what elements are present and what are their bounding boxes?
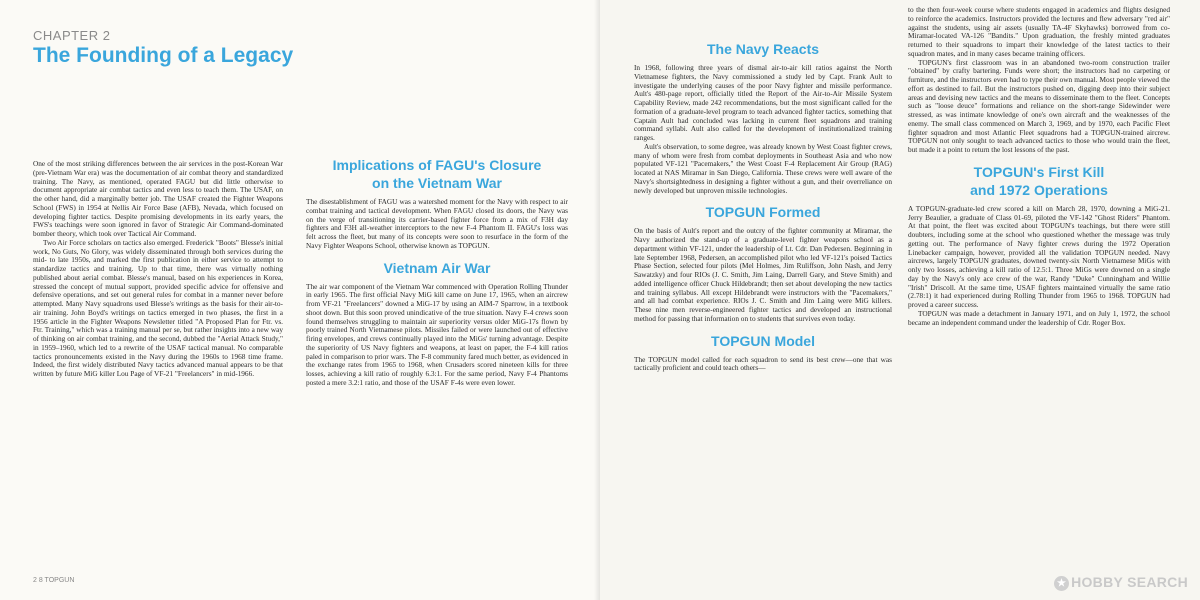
col3-paragraph-1: In 1968, following three years of dismal air-to-air kill ratios against the North Vietnamese fighters, the Navy commissioned a study led by Capt. Frank Ault to investigate the underlying causes of the poor Navy fighter and missile performance. Ault's 480-page report, officially titled the Report of the Air-to-Air Missile System Capability Review, made 242 recommendations, but the most significant called for the formation of a graduate-level program to teach advanced fighter tactics, something that Captain Ault had concluded was lacking in current fleet squadrons and training command syllabi. Ault also called for the development of institutionalized training ranges. — [634, 63, 892, 142]
section-heading-vietnam-air-war: Vietnam Air War — [383, 259, 491, 276]
col3-paragraph-3: On the basis of Ault's report and the outcry of the fighter community at Miramar, the Navy authorized the stand-up of a graduate-level fighter weapons school as a department within VF-121, under the leadership of Lt. Cdr. Dan Pedersen. Beginning in late September 1968, Pedersen, an accomplished pilot who led VF-121's poised Tactics Phase Section, selected four pilots (Mel Holmes, Jim Ruliffson, John Nash, and Jerry Sawatzky) and four RIOs (J. C. Smith, Jim Laing, Darrell Gary, and Steve Smith) and added intelligence officer Chuck Hildebrandt; then set about developing the new tactics and training syllabus. All except Hildebrandt were instructors with the "Pacemakers," and all had combat experience. RIOs J. C. Smith and Jim Laing were MiG killers. These nine men reverse-engineered fighter tactics and developed an instructional method for passing that information on to students that survives even today. — [634, 226, 892, 323]
section-heading-topgun-model: TOPGUN Model — [711, 332, 815, 349]
column-1 — [33, 160, 283, 379]
col1-paragraph-1: One of the most striking differences between the air services in the post-Korean War (pre-Vietnam War era) was the documentation of air combat theory and standardized training. The Navy, as mentioned, operated FAGU but did little otherwise to document appropriate air combat tactics and even less to teach them. The USAF, on the other hand, did a marginally better job. The USAF created the Fighter Weapons School (FWS) in 1954 at Nellis Air Force Base (AFB), Nevada, which focused on developing fighter tactics. Despite promising developments in its early years, the FWS's teachings were soon ignored in favor of Strategic Air Command-dominated bomber theory, which took over Tactical Air Command. — [33, 159, 283, 238]
section-heading-first-kill-line1: TOPGUN's First Kill — [973, 163, 1105, 180]
section-heading-fagu-closure-line1: Implications of FAGU's Closure — [332, 157, 542, 173]
col4-paragraph-4: TOPGUN was made a detachment in January 1971, and on July 1, 1972, the school became an independent command under the leadership of Cdr. Roger Box. — [908, 308, 1170, 327]
col4-paragraph-3: A TOPGUN-graduate-led crew scored a kill on March 28, 1970, downing a MiG-21. Jerry Beaulier, a graduate of Class 01-69, piloted the VF-142 "Ghost Riders" Phantom. At that point, the fleet was excited about TOPGUN's teachings, but there were still doubters, including some at the school who questioned whether the message was truly getting out. The performance of Navy fighter crews during the 1972 Operation Linebacker campaign, however, provided all the validation TOPGUN needed. Navy aircrews, largely TOPGUN graduates, downed twenty-six North Vietnamese MiGs with only two losses, achieving a kill ratio of 12.5:1. Three MiGs were downed on a single day by the Navy's only ace crew of the war, Randy "Duke" Cunningham and Willie "Irish" Driscoll. At the same time, USAF fighters maintained virtually the same ratio (2.78:1) it had experienced during Rolling Thunder from 1965 to 1968. TOPGUN had proved a career success. — [908, 203, 1170, 309]
section-heading-navy-reacts: The Navy Reacts — [706, 41, 820, 57]
col2-paragraph-1: The disestablishment of FAGU was a watershed moment for the Navy with respect to air combat training and tactical development. When FAGU closed its doors, the Navy was on the verge of transitioning its carrier-based fighter force from a mix of F3H day fighters and F3H all-weather interceptors to the new F-4 Phantom II. FAGU's loss was felt across the fleet, but many of its concepts were soon to resurface in the form of the Navy Fighter Weapons School, otherwise known as TOPGUN. — [306, 197, 568, 250]
watermark-star-icon: ★ — [1054, 576, 1069, 591]
chapter-label: CHAPTER 2 — [33, 28, 111, 43]
column-2 — [306, 156, 568, 388]
col4-paragraph-1: to the then four-week course where students engaged in academics and flights designed to reinforce the academics. Instructors provided the lectures and flew adversary "red air" against the students, using air assets (usually TA-4F Skyhawks) borrowed from co-Miramar-located VA-126 "Bandits." Upon graduation, the freshly minted graduates returned to their squadrons to impart their knowledge of the latest tactics to their squadron mates, and in many cases became training officers. — [908, 5, 1170, 58]
col3-paragraph-4: The TOPGUN model called for each squadron to send its best crew—one that was tactically proficient and could teach others— — [634, 354, 892, 373]
col2-paragraph-2: The air war component of the Vietnam War commenced with Operation Rolling Thunder in early 1965. The first official Navy MiG kill came on June 17, 1965, when an aircrew from VF-21 "Freelancers" downed a MiG-17 by using an AIM-7 Sparrow, in a textbook shoot down. But this soon proved unindicative of the true situation. Navy F-4 crews soon found themselves struggling to maintain air superiority versus older MiG-17s flown by poorly trained North Vietnamese pilots. Missiles failed or were launched out of effective firing envelopes, and crews continually played into the MiGs' turning advantage. Despite the superiority of US Navy fighters and weapons, at least on paper, the F-4 kill ratios paled in comparison to prior wars. The F-8 community fared much better, as evidenced in the exchange rates from 1965 to 1968, when Crusaders scored nineteen kills for three losses, achieving a kill ratio of roughly 6.3:1. For the same period, Navy F-4 Phantoms posted a mere 3.2:1 ratio, and those of the USAF F-4s were even lower. — [306, 281, 568, 387]
chapter-title: The Founding of a Legacy — [33, 44, 294, 67]
section-heading-topgun-formed: TOPGUN Formed — [705, 204, 821, 221]
col1-paragraph-2: Two Air Force scholars on tactics also emerged. Frederick "Boots" Blesse's initial work, No Guts, No Glory, was widely disseminated through both services during the mid- to late 1950s, and marked the first publication in either service to attempt to standardize tactics and training. Up to that time, there was virtually nothing published about aerial combat. Blesse's manual, based on his experiences in Korea, stressed the concept of mutual support, provided specific advice for offensive and defensive operations, and set out general rules for combat in a manner never before attempted. Many Navy squadrons used Blesse's writings as the basis for their air-to-air training. John Boyd's writings on tactics emerged in two phases, the first in a 1956 article in the Fighter Weapons Newsletter titled "A Proposed Plan for Ftr. vs. Ftr. Training," which was a training manual per se, but rather insights into a new way of thinking on air combat training, and the second, dubbed the "Aerial Attack Study," in 1959–1960, which led to a rewrite of the USAF tactical manual. No comparable tactics pronouncements existed in the Navy during the 1960s to 1968 time frame. Indeed, the first widely distributed Navy tactics advanced manual appears to be that written by future MiG killer Lou Page of VF-21 "Freelancers" in mid-1966. — [33, 237, 283, 378]
hobby-search-watermark — [1054, 574, 1188, 591]
right-page — [600, 0, 1200, 600]
col4-paragraph-2: TOPGUN's first classroom was in an abandoned two-room construction trailer "obtained" by crafty bartering. Funds were short; the instructors had no carpeting or furniture, and the instructors even had to type their own manual. Most people viewed the effort as destined to fail. But the instructors pushed on, digging deep into their subject areas and devising new tactics and the means to disseminate them to the fleet. Concepts such as "loose deuce" formations and reliance on the short-range Sidewinder were stressed, as was intimate knowledge of one's own aircraft and the weaknesses of the enemy. The small class commenced on March 3, 1969, and by 1970, each Pacific Fleet fighter squadron and most Atlantic Fleet squadrons had a TOPGUN-trained aircrew. TOPGUN not only sought to teach advanced tactics to those who would train the fleet, but made it a point to return the lost lessons of the past. — [908, 57, 1170, 154]
column-3 — [634, 40, 892, 373]
col3-paragraph-2: Ault's observation, to some degree, was already known by West Coast fighter crews, many of whom were fresh from combat deployments in Southeast Asia and who now populated VF-121 "Pacemakers," the West Coast F-4 Replacement Air Group (RAG) located at NAS Miramar in San Diego, California. These crews were well aware of the Navy's shortsightedness in designing a fighter without a gun, and their overreliance on newly developed but unproven missile technologies. — [634, 141, 892, 195]
page-folio: 2 8 TOPGUN — [33, 577, 75, 584]
section-heading-fagu-closure-line2: on the Vietnam War — [372, 175, 502, 191]
section-heading-first-kill-line2: and 1972 Operations — [970, 181, 1108, 198]
column-4 — [908, 6, 1170, 327]
watermark-text: HOBBY SEARCH — [1071, 574, 1188, 590]
